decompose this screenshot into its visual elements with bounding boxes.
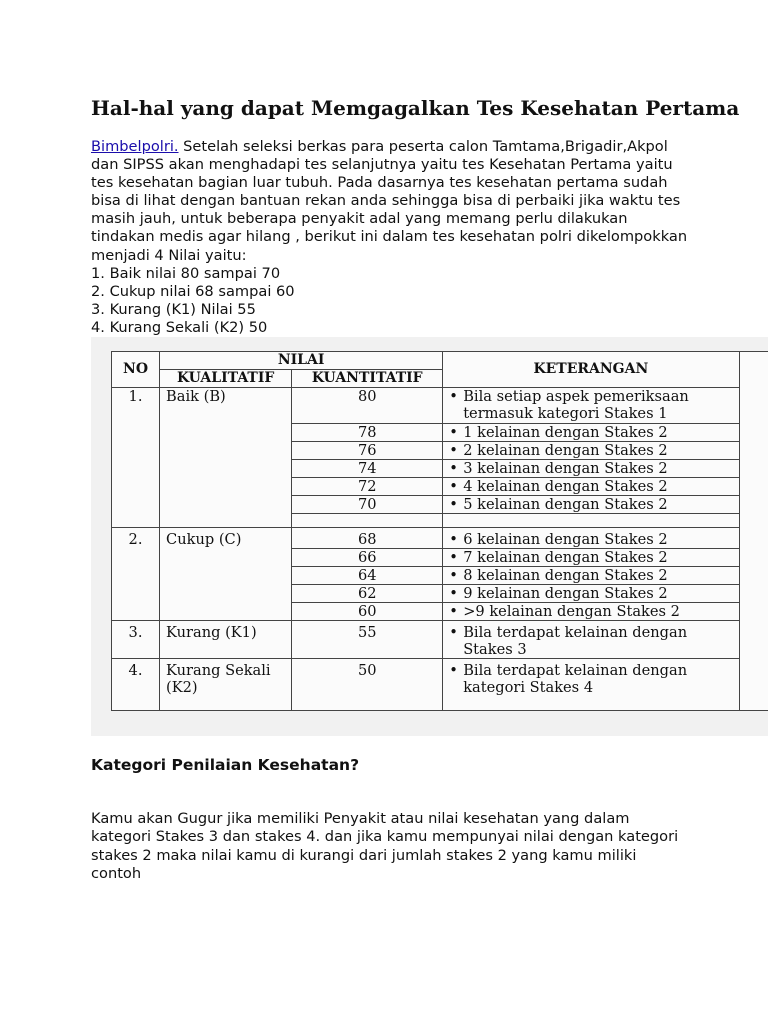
value-cell: 78 bbox=[292, 424, 443, 442]
value-cell: 72 bbox=[292, 478, 443, 496]
kualitatif-cell: Cukup (C) bbox=[160, 528, 292, 621]
value-cell: 64 bbox=[292, 567, 443, 585]
table-row bbox=[112, 388, 768, 424]
no-cell: 4. bbox=[112, 659, 160, 711]
table-row bbox=[112, 528, 768, 549]
value-cell: 70 bbox=[292, 496, 443, 514]
value-cell: 62 bbox=[292, 585, 443, 603]
kualitatif-cell: Kurang Sekali (K2) bbox=[160, 659, 292, 711]
no-cell: 3. bbox=[112, 621, 160, 659]
nilai-table-image bbox=[91, 337, 768, 736]
value-cell: 80 bbox=[292, 388, 443, 424]
keterangan-cell: • 2 kelainan dengan Stakes 2 bbox=[443, 442, 739, 460]
table-row bbox=[112, 659, 768, 711]
value-cell: 50 bbox=[292, 659, 443, 711]
nilai-table bbox=[111, 351, 768, 711]
intro-text: Setelah seleksi berkas para peserta calon Tamtama,Brigadir,Akpol dan SIPSS akan menghadapi tes selanjutnya yaitu tes Kesehatan Pertama yaitu tes kesehatan bagian luar tubuh. Pada dasarnya tes kesehatan pertama sudah bisa di lihat dengan bantuan rekan anda sehingga bisa di perbaiki jika waktu tes masih jauh, untuk beberapa penyakit adal yang memang perlu dilakukan tindakan medis agar hilang , berikut ini dalam tes kesehatan polri dikelompokkan menjadi 4 Nilai yaitu: bbox=[91, 138, 688, 264]
value-cell: 68 bbox=[292, 528, 443, 549]
kualitatif-cell: Baik (B) bbox=[160, 388, 292, 528]
keterangan-cell: • Bila terdapat kelainan dengan kategori Stakes 4 bbox=[443, 659, 739, 711]
table-edge bbox=[739, 352, 768, 711]
value-cell: 74 bbox=[292, 460, 443, 478]
value-cell: 55 bbox=[292, 621, 443, 659]
header-kuantitatif: KUANTITATIF bbox=[292, 370, 443, 388]
intro-paragraph bbox=[91, 138, 691, 337]
header-nilai: NILAI bbox=[160, 352, 443, 370]
keterangan-cell: • 9 kelainan dengan Stakes 2 bbox=[443, 585, 739, 603]
value-cell: 76 bbox=[292, 442, 443, 460]
nilai-list bbox=[91, 265, 691, 337]
header-no: NO bbox=[112, 352, 160, 388]
list-item: 2. Cukup nilai 68 sampai 60 bbox=[91, 282, 295, 300]
keterangan-cell: • >9 kelainan dengan Stakes 2 bbox=[443, 603, 739, 621]
value-cell: 60 bbox=[292, 603, 443, 621]
no-cell: 2. bbox=[112, 528, 160, 621]
keterangan-cell: • 8 kelainan dengan Stakes 2 bbox=[443, 567, 739, 585]
article-title: Hal-hal yang dapat Memgagalkan Tes Kesehatan Pertama bbox=[91, 96, 740, 120]
section-heading: Kategori Penilaian Kesehatan? bbox=[91, 756, 360, 774]
bimbelpolri-link[interactable]: Bimbelpolri. bbox=[91, 138, 179, 155]
header-kualitatif: KUALITATIF bbox=[160, 370, 292, 388]
closing-paragraph: Kamu akan Gugur jika memiliki Penyakit atau nilai kesehatan yang dalam kategori Stakes 3 dan stakes 4. dan jika kamu mempunyai nilai dengan kategori stakes 2 maka nilai kamu di kurangi dari jumlah stakes 2 yang kamu miliki contoh bbox=[91, 810, 679, 882]
keterangan-cell: • 3 kelainan dengan Stakes 2 bbox=[443, 460, 739, 478]
kualitatif-cell: Kurang (K1) bbox=[160, 621, 292, 659]
keterangan-cell: • 6 kelainan dengan Stakes 2 bbox=[443, 528, 739, 549]
value-cell: 66 bbox=[292, 549, 443, 567]
keterangan-cell: • 4 kelainan dengan Stakes 2 bbox=[443, 478, 739, 496]
keterangan-cell: • 1 kelainan dengan Stakes 2 bbox=[443, 424, 739, 442]
table-row bbox=[112, 621, 768, 659]
keterangan-cell: • Bila terdapat kelainan dengan Stakes 3 bbox=[443, 621, 739, 659]
list-item: 4. Kurang Sekali (K2) 50 bbox=[91, 318, 268, 336]
no-cell: 1. bbox=[112, 388, 160, 528]
list-item: 3. Kurang (K1) Nilai 55 bbox=[91, 300, 256, 318]
list-item: 1. Baik nilai 80 sampai 70 bbox=[91, 264, 281, 282]
keterangan-cell: • 5 kelainan dengan Stakes 2 bbox=[443, 496, 739, 514]
keterangan-cell: • 7 kelainan dengan Stakes 2 bbox=[443, 549, 739, 567]
header-keterangan: KETERANGAN bbox=[443, 352, 739, 388]
keterangan-cell: • Bila setiap aspek pemeriksaan termasuk kategori Stakes 1 bbox=[443, 388, 739, 424]
